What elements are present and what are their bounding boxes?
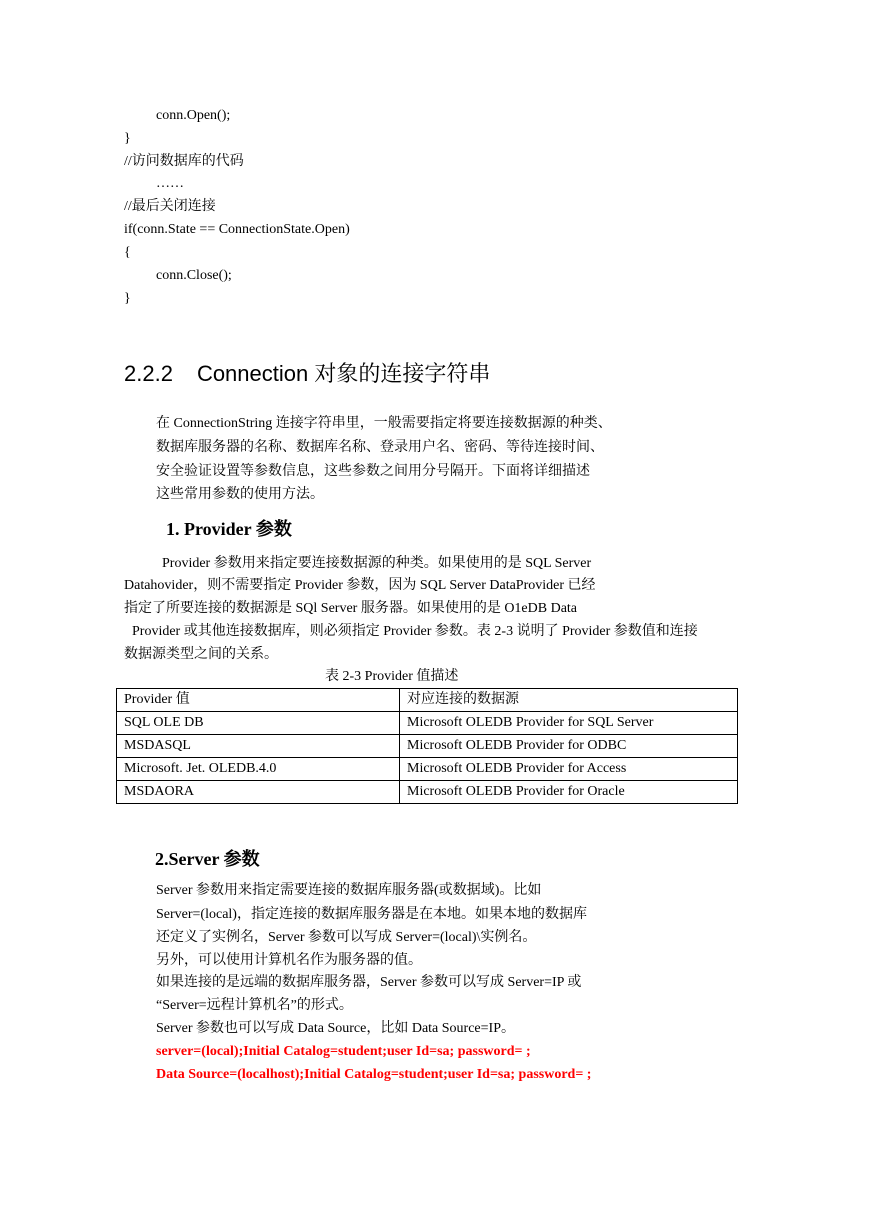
paragraph-line: Server 参数用来指定需要连接的数据库服务器(或数据域)。比如 xyxy=(156,883,542,898)
table-header-cell: 对应连接的数据源 xyxy=(400,689,738,712)
connection-string-example: Data Source=(localhost);Initial Catalog=student;user Id=sa; password= ; xyxy=(156,1067,592,1082)
section-title: Connection 对象的连接字符串 xyxy=(196,361,491,386)
paragraph-line: “Server=远程计算机名”的形式。 xyxy=(156,998,353,1013)
table-cell: MSDASQL xyxy=(117,735,400,758)
paragraph-line: 指定了所要连接的数据源是 SQl Server 服务器。如果使用的是 O1eDB Data xyxy=(124,601,578,616)
code-line: …… xyxy=(156,176,184,191)
paragraph-line: 还定义了实例名，Server 参数可以写成 Server=(local)\实例名。 xyxy=(156,930,537,945)
code-line: } xyxy=(124,131,131,146)
table-caption: 表 2-3 Provider 值描述 xyxy=(325,669,459,684)
connection-string-example: server=(local);Initial Catalog=student;user Id=sa; password= ; xyxy=(156,1044,531,1059)
server-heading: 2.Server 参数 xyxy=(155,849,260,869)
paragraph-line: 在 ConnectionString 连接字符串里，一般需要指定将要连接数据源的种类、 xyxy=(156,416,612,431)
table-row xyxy=(117,758,738,781)
table-header-cell: Provider 值 xyxy=(117,689,400,712)
table-cell: Microsoft OLEDB Provider for ODBC xyxy=(400,735,738,758)
table-cell: Microsoft OLEDB Provider for Oracle xyxy=(400,781,738,804)
paragraph-line: Provider 参数用来指定要连接数据源的种类。如果使用的是 SQL Server xyxy=(162,556,592,571)
section-number: 2.2.2 xyxy=(124,361,173,386)
paragraph-line: 数据源类型之间的关系。 xyxy=(124,647,278,662)
table-row xyxy=(117,712,738,735)
table-row xyxy=(117,781,738,804)
provider-heading: 1. Provider 参数 xyxy=(166,519,292,539)
paragraph-line: Server=(local)，指定连接的数据库服务器是在本地。如果本地的数据库 xyxy=(156,907,587,922)
paragraph-line: Provider 或其他连接数据库，则必须指定 Provider 参数。表 2-3 说明了 Provider 参数值和连接 xyxy=(132,624,698,639)
table-cell: MSDAORA xyxy=(117,781,400,804)
code-comment: //最后关闭连接 xyxy=(124,199,216,214)
paragraph-line: Server 参数也可以写成 Data Source，比如 Data Source=IP。 xyxy=(156,1021,515,1036)
paragraph-line: 另外，可以使用计算机名作为服务器的值。 xyxy=(156,953,422,968)
table-cell: Microsoft OLEDB Provider for SQL Server xyxy=(400,712,738,735)
code-line: conn.Open(); xyxy=(156,108,231,123)
code-line: } xyxy=(124,291,131,306)
code-line: conn.Close(); xyxy=(156,268,232,283)
paragraph-line: Datahovider，则不需要指定 Provider 参数，因为 SQL Server DataProvider 已经 xyxy=(124,578,596,593)
paragraph-line: 安全验证设置等参数信息，这些参数之间用分号隔开。下面将详细描述 xyxy=(156,464,590,479)
paragraph-line: 这些常用参数的使用方法。 xyxy=(156,487,324,502)
table-cell: SQL OLE DB xyxy=(117,712,400,735)
table-row xyxy=(117,735,738,758)
code-line: if(conn.State == ConnectionState.Open) xyxy=(124,222,350,237)
paragraph-line: 数据库服务器的名称、数据库名称、登录用户名、密码、等待连接时间、 xyxy=(156,440,604,455)
paragraph-line: 如果连接的是远端的数据库服务器，Server 参数可以写成 Server=IP 或 xyxy=(156,975,582,990)
table-header-row xyxy=(117,689,738,712)
code-line: { xyxy=(124,245,131,260)
provider-table xyxy=(116,688,738,804)
code-comment: //访问数据库的代码 xyxy=(124,154,244,169)
table-cell: Microsoft. Jet. OLEDB.4.0 xyxy=(117,758,400,781)
section-heading xyxy=(124,360,490,388)
table-cell: Microsoft OLEDB Provider for Access xyxy=(400,758,738,781)
